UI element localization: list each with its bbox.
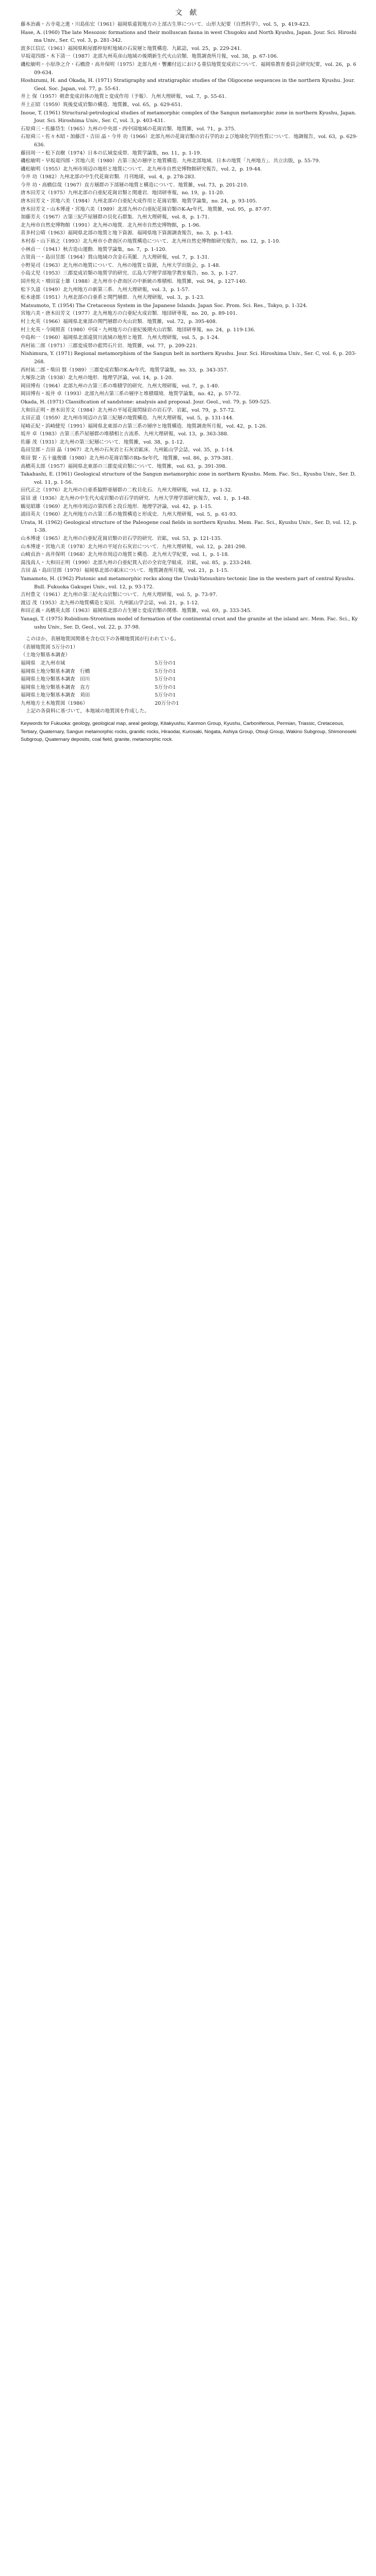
reference-list [21,21,358,631]
reference-item: 村上允英（1966）福岡県北東部の関門層群の火山岩類．地質雑，vol. 72，p. 395-408. [21,318,217,325]
reference-item: 和田正義・高橋英太郎（1963）福岡県北部の古生層と変成岩類の関係．地質雑，vol. 69，p. 333-345. [21,608,252,614]
reference-item: 唐木田芳文・宮地六美（1984）九州北部の白亜紀火成作用と花崗岩類．地質学論集，no. 24，p. 93-105. [21,198,257,205]
reference-item: 磯松敏明・小原浄之介・石橋澄・高井保明（1975）北部九州・響灘付近における重信地質変成岩について．福岡県教育委員会研究紀要，vol. 26，p. 609-634. [21,61,356,76]
map-item [21,691,358,700]
reference-item: 松下久道（1949）北九州地方の新第三系．九州大理研報，vol. 3，p. 1-57. [21,286,190,293]
maps-title: （土地分類基本調査） [21,652,70,658]
reference-item: 井上 保（1957）朝倉変成岩体の地質と変成作用（予報）．九州大理研報，vol. 7，p. 55-61. [21,94,227,100]
notes-closing: 上記の各資料に基づいて，本地域の地質図を作成した。 [26,708,150,715]
map-item-scale: 5万分の1 [155,676,176,683]
reference-item: 北九州市自然史博物館（1991）北九州の地質．北九州市自然史博物館，p. 1-96. [21,222,201,228]
reference-item: 小野晃司（1963）北九州の地質について．九州の地質と資源，九州大学出版会，p. 1-48. [21,262,221,268]
notes-section [21,635,358,716]
reference-item: 村上允英・今岡照喜（1980）中国・九州地方の白亜紀後期火山岩類．地団研専報，no. 24，p. 119-136. [21,327,256,333]
reference-item: Yamamoto, H. (1962) Plutonic and metamorphic rocks along the Usuki-Yatsushiro tectonic line in the western part of central Kyushu. Bull. Fukuoka Gakugei Univ., vol. 12, p. 93-172. [21,575,355,590]
reference-item: 岡田博有（1964）北部九州の古第三系の堆積学的研究．九州大理研報，vol. 7，p. 1-40. [21,383,220,389]
reference-item: 湯浅真人・大和田正明（1990）北部九州の白亜紀貫入岩の全岩化学組成．岩鉱，vol. 85，p. 233-248. [21,560,252,566]
keywords: Keywords for Fukuoka: geology, geological map, areal geology, Kitakyushu, Kanmon Group, Kyushu, Carboniferous, Permian, Triassic, Cretaceous, Tertiary, Quaternary, Sangun metamorphic rocks, granitic rocks, Hiraodai, Kurosaki, Nogata, Ashiya Group, Otsuji Group, Wakino Subgroup, Shimonoseki Subgroup, Quaternary deposits, coal field, granite, metamorphic rock. [21,721,356,743]
reference-item: 西村祐二郎（1971）三郡変成帯の藍閃石片岩．地質雑，vol. 77，p. 209-221. [21,343,198,349]
map-item-name: 九州地方土木地質図（1986） [21,700,88,706]
reference-item: 渡辺 茂（1953）北九州の地質構造と炭田．九州鉱山学会誌，vol. 21，p. 1-12. [21,600,200,606]
reference-item: 磯松敏明（1955）北九州市周辺の地形と地質について．北九州市自然史博物館研究報告，vol. 2，p. 19-44. [21,166,262,172]
reference-item: 今井 功（1982）九州北部の中生代花崗岩類．月刊地球，vol. 4，p. 278-283. [21,174,196,180]
reference-item: 中島和一（1960）福岡県北部遠賀川流域の地形と地質．九州大理研報，vol. 5，p. 1-24. [21,335,220,341]
reference-item: 松本達郎（1951）九州北部の白亜系と関門層群．九州大理研報，vol. 3，p. 1-23. [21,295,205,301]
notes-intro: このほか，表層地質図関係を含む以下の各種地質図が行われている。 [26,636,179,642]
map-list [21,659,358,708]
map-item-name: 福岡県土地分類基本調査 行橋 [21,668,90,674]
reference-item: 岡田博有・坂井 卓（1993）北部九州古第三系の層序と堆積環境．地質学論集，no. 42，p. 57-72. [21,391,241,397]
reference-item: 井上正昭（1959）筑後変成岩類の構造．地質雑，vol. 65，p. 629-651. [21,101,183,108]
reference-item: Takahashi, E. (1961) Geological structure of the Sangun metamorphic zone in northern Kyushu. Mem. Fac. Sci., Kyushu Univ., Ser. D, vol. 11, p. 1-56. [21,471,356,485]
reference-item: 波多江信広（1961）福岡県粕屋郡仲原町地域の石炭層と地質構造．九鉱誌，vol. 25，p. 229-241. [21,45,242,52]
reference-item: 早坂竜四郎・木下清一（1987）北部九州英彦山地域の後期新生代火山岩類．地質調査所月報，vol. 38，p. 67-106. [21,54,279,60]
map-item [21,675,358,684]
reference-item: 西村祐二郎・柴田 賢（1989）三郡変成岩類のK-Ar年代．地質学論集，no. 33，p. 343-357. [21,367,228,373]
reference-item: 小林貞一（1941）秋吉造山運動．地質学論集，no. 7，p. 1-120. [21,246,167,252]
reference-item: 山崎貞治・高井保明（1968）北九州市周辺の地質と構造．北九州大学紀要，vol. 1，p. 1-18. [21,552,230,558]
reference-item: 田代正之（1976）北九州の白亜系脇野亜層群の二枚貝化石．九州大理研報，vol. 12，p. 1-32. [21,487,233,494]
reference-item: 喜多村公晴（1963）福岡県北部の地質と地下資源．福岡県地下資源調査報告，no. 3，p. 1-43. [21,230,233,236]
reference-item: 藤田周一・松下直樹（1974）日本の広域変成帯．地質学論集，no. 11，p. 1-19. [21,150,202,156]
reference-item: Inoue, T. (1961) Structural-petrological studies of metamorphic complex of the Sangun metamorphic zone in northern Kyushu, Japan. Jour. Sci. Hiroshima Univ., Ser. C, vol. 3, p. 403-431. [21,110,356,124]
reference-item: 吉田 晶・島田昱郎（1970）福岡県北部の鉱床について．地質調査所月報，vol. 21，p. 1-15. [21,568,229,574]
map-item-scale: 5万分の1 [155,692,176,699]
reference-item: 宮地六美・唐木田芳文（1977）北九州地方の白亜紀火成岩類．地団研専報，no. 20，p. 89-101. [21,311,238,317]
map-item-scale: 5万分の1 [155,660,176,666]
reference-item: 磯松敏明・早坂竜四郎・宮地六美（1980）古第三紀の層序と地質構造．九州北部地域．日本の地質「九州地方」．共立出版，p. 55-79. [21,158,320,164]
reference-item: Matsumoto, T. (1954) The Cretaceous System in the Japanese Islands. Japan Soc. Prom. Sci. Res., Tokyo, p. 1-324. [21,302,308,309]
reference-item: 加藤芳夫（1967）古第三紀芦屋層群の貝化石群集．九州大理研報，vol. 8，p. 1-71. [21,214,209,221]
reference-item: 山本博達・宮地六美（1978）北九州の平尾台石灰岩について．九州大理研報，vol. 12，p. 281-298. [21,544,247,550]
reference-item: 吉村豊文（1961）北九州の第三紀火山岩類について．九州大理研報，vol. 5，p. 73-97. [21,592,218,598]
reference-item: 大和田正明・唐木田芳文（1984）北九州の平尾花崗閃緑岩の岩石学．岩鉱，vol. 79，p. 57-72. [21,407,236,413]
notes-list-header: （表層地質図 5万分の1） [21,644,78,650]
reference-item: 富田 達（1936）北九州の中生代火成岩類の岩石学的研究．九州大学理学部研究報告，vol. 1，p. 1-48. [21,496,251,502]
reference-item: Nishimura, Y. (1971) Regional metamorphism of the Sangun belt in northern Kyushu. Jour. Sci. Hiroshima Univ., Ser. C, vol. 6, p. 203-268. [21,351,356,365]
reference-item: Urata, H. (1962) Geological structure of the Paleogene coal fields in northern Kyushu. Mem. Fac. Sci., Kyushu Univ., Ser. D, vol. 12, p. 1-38. [21,519,357,534]
map-item-scale: 5万分の1 [155,684,176,690]
reference-item: 小島丈児（1953）三郡変成岩類の地質学的研究．広島大学理学部地学教室報告，no. 3，p. 1-27. [21,270,238,277]
map-item [21,659,358,668]
map-item-name: 福岡県土地分類基本調査 直方 [21,684,90,690]
reference-item: 山本博達（1965）北九州の白亜紀花崗岩類の岩石学的研究．岩鉱，vol. 53，p. 121-135. [21,536,222,541]
page-title: 文献 [175,9,204,17]
map-item-name: 福岡県土地分類基本調査 苅田 [21,692,90,699]
reference-item: 今井 功・高橋信哉（1967）直方層群の下部層の地質と構造について．地質雑，vol. 73，p. 201-210. [21,182,248,188]
map-item-scale: 20万分の1 [155,700,179,706]
reference-item: 石原舜三・佐々木昭・加藤洋・吉田 晶・今井 功（1966）北部九州の花崗岩類の岩石学的および地球化学的性質について．地調報告，vol. 63，p. 629-636. [21,134,357,148]
reference-item: 唐木田芳文（1975）九州北部の白亜紀花崗岩類と関連岩．地団研専報，no. 19，p. 11-20. [21,190,224,196]
reference-item: 柴田 賢・五十嵐俊雄（1980）北九州の花崗岩類のRb-Sr年代．地質雑，vol. 86，p. 379-381. [21,455,233,462]
reference-item: 国井悦夫・増田富士雄（1988）北九州市小倉南区の中新統の堆積相．地質雑，vol. 94，p. 127-140. [21,279,247,284]
reference-item: 木村春・山下裕之（1993）北九州市小倉南区の地質構造について．北九州自然史博物館研究報告，no. 12，p. 1-10. [21,239,281,245]
reference-item: 鶴見昭雄（1969）北九州市周辺の第四系と段丘地形．地理学評論，vol. 42，p. 1-15. [21,503,213,510]
reference-item: 石原舜三・佐藤岱生（1965）九州の中央部・西中国地域の花崗岩類．地質雑，vol. 71，p. 375. [21,126,236,132]
reference-item: Okada, H. (1971) Classification of sandstone: analysis and proposal. Jour. Geol., vol. 79, p. 509-525. [21,399,271,405]
map-item [21,668,358,676]
reference-item: 坂井 卓（1983）古第三系芦屋層群の堆積相と古流系．九州大理研報，vol. 13，p. 363-388. [21,431,229,437]
reference-item: Hoshizumi, H. and Okada, H. (1971) Stratigraphy and stratigraphic studies of the Oligocene sequences in the northern Kyushu. Jour. Geol. Soc. Japan, vol. 77, p. 55-61. [21,78,355,92]
reference-item: 古賀真一・島田昱郎（1964）貫山地域の含金石英脈．九大理研報，vol. 7，p. 1-31. [21,255,209,261]
map-item-scale: 5万分の1 [155,668,176,674]
reference-item: 尾崎正紀・浜崎健児（1991）福岡県北東部の古第三系の層序と地質構造．地質調査所月報，vol. 42，p. 1-26. [21,423,267,429]
reference-item: 唐木田芳文・山本博達・宮地六美（1989）北部九州の白亜紀花崗岩類のK-Ar年代．地質雑，vol. 95，p. 87-97. [21,206,271,212]
map-item-name: 福岡県土地分類基本調査 田川 [21,676,90,683]
reference-item: Hase, A. (1960) The late Mesozoic formations and their molluscan fauna in west Chugoku and North Kyushu, Japan. Jour. Sci. Hiroshima Univ., Ser. C, vol. 3, p. 281-342. [21,29,357,44]
reference-item: Yanagi, T. (1975) Rubidium-Strontium model of formation of the continental crust and the granite at the island arc. Mem. Fac. Sci., Kyushu Univ., Ser. D, Geol., vol. 22, p. 37-98. [21,616,358,630]
reference-item: 浦田英夫（1960）北九州地方の古第三系の地質構造と形成史．九州大理研報，vol. 5，p. 61-93. [21,512,238,518]
reference-item: 藤本治義・古寺竜之進・川島佑宏（1961）福岡県遠賀地方の上部古生界について．山形大紀要（自然科学），vol. 5，p. 419-423． [21,22,314,27]
reference-item: 佐藤 茂（1931）北九州の第三紀層について．地質雑，vol. 38，p. 1-12. [21,439,185,445]
map-item [21,684,358,692]
map-item [21,700,358,708]
reference-item: 高橋英太郎（1957）福岡県北東部の三郡変成岩類について．地質雑，vol. 63，p. 391-398. [21,463,227,469]
map-item-name: 福岡県 北九州市域 [21,660,66,666]
reference-item: 大塚弥之助（1938）北九州の地形．地理学評論，vol. 14，p. 1-20. [21,375,173,381]
reference-item: 島田昱郎・吉田 晶（1967）北九州の石灰岩と石灰岩鉱床．九州鉱山学会誌，vol. 35，p. 1-14. [21,447,234,453]
reference-item: 太田正道（1959）北九州市周辺の古第三紀層の地質構造．九州大理研報，vol. 5，p. 131-144. [21,415,234,421]
